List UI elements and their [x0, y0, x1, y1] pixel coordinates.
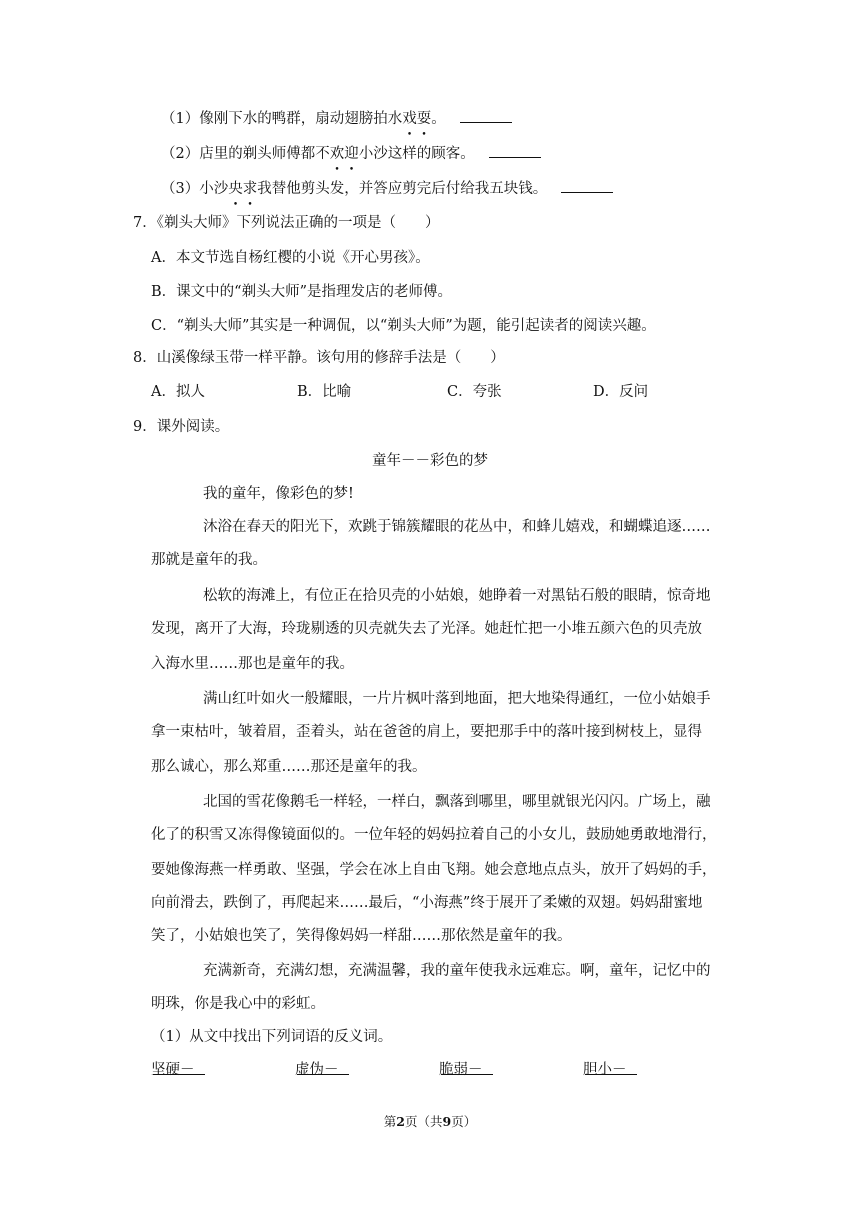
emph-char: 欢: [329, 146, 345, 162]
passage-paragraph-3-line-1: 松软的海滩上，有位正在拾贝壳的小姑娘，她睁着一对黑钻石般的眼睛，惊奇地: [203, 588, 711, 604]
answer-blank[interactable]: [297, 1060, 349, 1075]
q8-option-c[interactable]: C．夸张: [447, 384, 502, 400]
page-number: 2: [396, 1114, 405, 1129]
emph-char: 求: [242, 181, 258, 197]
answer-blank[interactable]: [441, 1060, 493, 1075]
q9-stem: 9．课外阅读。: [133, 419, 230, 435]
passage-paragraph-5-line-2: 化了的积雪又冻得像镜面似的。一位年轻的妈妈拉着自己的小女儿，鼓励她勇敢地滑行，: [151, 827, 717, 843]
q7-option-b[interactable]: B．课文中的“剃头大师”是指理发店的老师傅。: [151, 284, 452, 300]
q7-option-c[interactable]: C．“剃头大师”其实是一种调侃，以“剃头大师”为题，能引起读者的阅读兴趣。: [151, 318, 656, 334]
emph-char: 央: [228, 181, 243, 197]
q8-option-a[interactable]: A．拟人: [151, 384, 205, 400]
passage-paragraph-5-line-4: 向前滑去，跌倒了，再爬起来……最后，“小海燕”终于展开了柔嫩的双翅。妈妈甜蜜地: [151, 895, 703, 911]
passage-paragraph-2-line-1: 沐浴在春天的阳光下，欢跳于锦簇耀眼的花丛中，和蜂儿嬉戏，和蝴蝶追逐……: [203, 519, 711, 535]
q7-stem: 7．《剃头大师》下列说法正确的一项是（ ）: [133, 215, 440, 231]
q6-item-2: （2）店里的剃头师傅都不欢迎小沙这样的顾客。: [161, 143, 541, 164]
passage-paragraph-3-line-3: 入海水里……那也是童年的我。: [151, 656, 354, 672]
passage-paragraph-4-line-2: 拿一束枯叶，皱着眉，歪着头，站在爸爸的肩上，要把那手中的落叶接到树枝上，显得: [151, 724, 702, 740]
answer-blank[interactable]: [153, 1060, 205, 1075]
answer-blank[interactable]: [585, 1060, 637, 1075]
answer-blank[interactable]: [561, 178, 613, 193]
passage-paragraph-5-line-1: 北国的雪花像鹅毛一样轻，一样白，飘落到哪里，哪里就银光闪闪。广场上，融: [203, 794, 711, 810]
emph-char: 戏: [402, 111, 417, 127]
passage-paragraph-4-line-1: 满山红叶如火一般耀眼，一片片枫叶落到地面，把大地染得通红，一位小姑娘手: [203, 691, 711, 707]
passage-paragraph-5-line-3: 要她像海燕一样勇敢、坚强，学会在冰上自由飞翔。她会意地点点头，放开了妈妈的手，: [151, 862, 717, 878]
passage-paragraph-2-line-2: 那就是童年的我。: [151, 552, 267, 568]
q8-option-b[interactable]: B．比喻: [297, 384, 352, 400]
passage-title: 童年－－彩色的梦: [372, 453, 488, 469]
passage-paragraph-5-line-5: 笑了，小姑娘也笑了，笑得像妈妈一样甜……那依然是童年的我。: [151, 928, 572, 944]
page-footer: 第2页（共9页）: [383, 1114, 477, 1129]
answer-blank[interactable]: [460, 108, 512, 123]
q8-option-d[interactable]: D．反问: [593, 384, 649, 400]
q8-stem: 8．山溪像绿玉带一样平静。该句用的修辞手法是（ ）: [133, 350, 505, 366]
emph-char: 迎: [344, 146, 359, 162]
q6-item-3: （3）小沙央求我替他剪头发，并答应剪完后付给我五块钱。: [161, 178, 613, 199]
passage-paragraph-6-line-2: 明珠，你是我心中的彩虹。: [151, 996, 325, 1012]
passage-paragraph-6-line-1: 充满新奇，充满幻想，充满温馨，我的童年使我永远难忘。啊，童年，记忆中的: [203, 963, 711, 979]
passage-paragraph-3-line-2: 发现，离开了大海，玲珑剔透的贝壳就失去了光泽。她赶忙把一小堆五颜六色的贝壳放: [151, 621, 702, 637]
answer-blank[interactable]: [489, 143, 541, 158]
q7-option-a[interactable]: A．本文节选自杨红樱的小说《开心男孩》。: [151, 250, 430, 266]
emph-char: 耍: [416, 111, 432, 127]
q6-item-1: （1）像刚下水的鸭群，扇动翅膀拍水戏耍。: [161, 108, 512, 129]
page-total: 9: [442, 1114, 452, 1129]
passage-paragraph-1: 我的童年，像彩色的梦!: [203, 486, 354, 502]
q9-sub1: （1）从文中找出下列词语的反义词。: [151, 1029, 393, 1045]
passage-paragraph-4-line-3: 那么诚心，那么郑重……那还是童年的我。: [151, 759, 427, 775]
